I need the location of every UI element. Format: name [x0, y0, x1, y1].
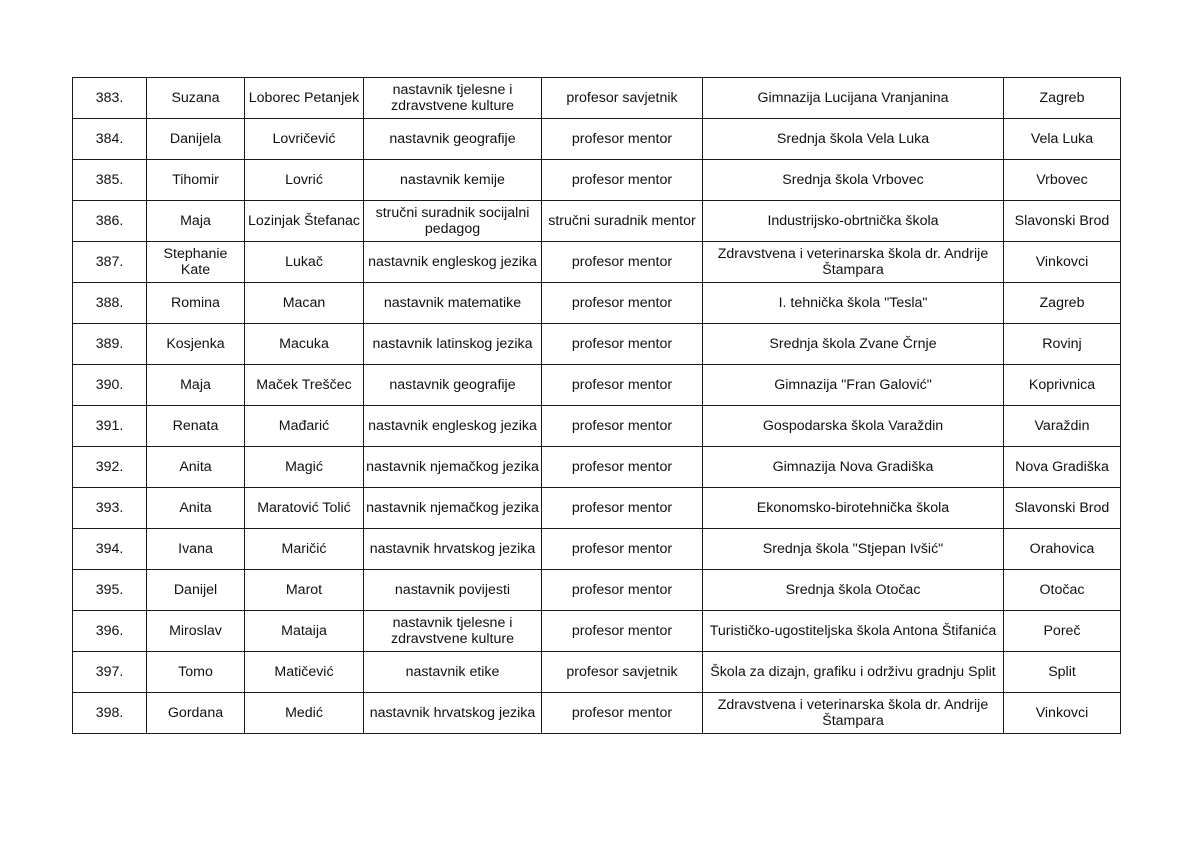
first-name-cell: Ivana [147, 529, 245, 570]
first-name-cell: Miroslav [147, 611, 245, 652]
title-cell: profesor mentor [542, 529, 703, 570]
title-cell: profesor mentor [542, 283, 703, 324]
position-cell: nastavnik geografije [364, 365, 542, 406]
school-cell: Škola za dizajn, grafiku i održivu gradnju Split [703, 652, 1004, 693]
title-cell: profesor mentor [542, 611, 703, 652]
first-name-cell: Gordana [147, 693, 245, 734]
title-cell: profesor mentor [542, 406, 703, 447]
school-cell: Turističko-ugostiteljska škola Antona Štifanića [703, 611, 1004, 652]
table-row [73, 242, 1121, 283]
last-name-cell: Mađarić [245, 406, 364, 447]
position-cell: nastavnik kemije [364, 160, 542, 201]
last-name-cell: Lukač [245, 242, 364, 283]
first-name-cell: Maja [147, 365, 245, 406]
school-cell: Gospodarska škola Varaždin [703, 406, 1004, 447]
title-cell: stručni suradnik mentor [542, 201, 703, 242]
row-number: 389. [73, 324, 147, 365]
school-cell: Srednja škola Otočac [703, 570, 1004, 611]
first-name-cell: Anita [147, 488, 245, 529]
row-number: 388. [73, 283, 147, 324]
row-number: 398. [73, 693, 147, 734]
school-cell: Srednja škola Zvane Črnje [703, 324, 1004, 365]
city-cell: Vinkovci [1004, 242, 1121, 283]
mentor-table [72, 77, 1121, 734]
position-cell: nastavnik povijesti [364, 570, 542, 611]
title-cell: profesor savjetnik [542, 652, 703, 693]
last-name-cell: Macan [245, 283, 364, 324]
school-cell: Srednja škola Vela Luka [703, 119, 1004, 160]
title-cell: profesor mentor [542, 119, 703, 160]
row-number: 396. [73, 611, 147, 652]
table-row [73, 406, 1121, 447]
title-cell: profesor mentor [542, 242, 703, 283]
position-cell: nastavnik geografije [364, 119, 542, 160]
table-row [73, 611, 1121, 652]
table-row [73, 652, 1121, 693]
last-name-cell: Maček Treščec [245, 365, 364, 406]
last-name-cell: Marot [245, 570, 364, 611]
first-name-cell: Romina [147, 283, 245, 324]
row-number: 393. [73, 488, 147, 529]
last-name-cell: Magić [245, 447, 364, 488]
school-cell: Gimnazija "Fran Galović" [703, 365, 1004, 406]
row-number: 392. [73, 447, 147, 488]
school-cell: Gimnazija Lucijana Vranjanina [703, 78, 1004, 119]
title-cell: profesor mentor [542, 160, 703, 201]
row-number: 384. [73, 119, 147, 160]
position-cell: nastavnik engleskog jezika [364, 406, 542, 447]
row-number: 385. [73, 160, 147, 201]
last-name-cell: Lozinjak Štefanac [245, 201, 364, 242]
last-name-cell: Maratović Tolić [245, 488, 364, 529]
first-name-cell: Maja [147, 201, 245, 242]
row-number: 394. [73, 529, 147, 570]
city-cell: Rovinj [1004, 324, 1121, 365]
position-cell: nastavnik tjelesne i zdravstvene kulture [364, 78, 542, 119]
last-name-cell: Medić [245, 693, 364, 734]
title-cell: profesor mentor [542, 488, 703, 529]
city-cell: Poreč [1004, 611, 1121, 652]
position-cell: nastavnik latinskog jezika [364, 324, 542, 365]
last-name-cell: Macuka [245, 324, 364, 365]
city-cell: Orahovica [1004, 529, 1121, 570]
table-row [73, 324, 1121, 365]
last-name-cell: Loborec Petanjek [245, 78, 364, 119]
row-number: 387. [73, 242, 147, 283]
position-cell: nastavnik hrvatskog jezika [364, 529, 542, 570]
row-number: 391. [73, 406, 147, 447]
position-cell: nastavnik njemačkog jezika [364, 488, 542, 529]
table-row [73, 488, 1121, 529]
first-name-cell: Stephanie Kate [147, 242, 245, 283]
table-row [73, 693, 1121, 734]
row-number: 390. [73, 365, 147, 406]
first-name-cell: Tomo [147, 652, 245, 693]
school-cell: Industrijsko-obrtnička škola [703, 201, 1004, 242]
position-cell: stručni suradnik socijalni pedagog [364, 201, 542, 242]
table-row [73, 160, 1121, 201]
table-row [73, 447, 1121, 488]
table-row [73, 570, 1121, 611]
row-number: 386. [73, 201, 147, 242]
first-name-cell: Anita [147, 447, 245, 488]
first-name-cell: Tihomir [147, 160, 245, 201]
table-row [73, 283, 1121, 324]
position-cell: nastavnik matematike [364, 283, 542, 324]
title-cell: profesor mentor [542, 693, 703, 734]
city-cell: Vinkovci [1004, 693, 1121, 734]
title-cell: profesor mentor [542, 447, 703, 488]
city-cell: Split [1004, 652, 1121, 693]
last-name-cell: Lovrić [245, 160, 364, 201]
last-name-cell: Mataija [245, 611, 364, 652]
row-number: 397. [73, 652, 147, 693]
position-cell: nastavnik njemačkog jezika [364, 447, 542, 488]
title-cell: profesor savjetnik [542, 78, 703, 119]
last-name-cell: Maričić [245, 529, 364, 570]
city-cell: Nova Gradiška [1004, 447, 1121, 488]
table-row [73, 78, 1121, 119]
city-cell: Varaždin [1004, 406, 1121, 447]
school-cell: Srednja škola "Stjepan Ivšić" [703, 529, 1004, 570]
city-cell: Zagreb [1004, 283, 1121, 324]
city-cell: Slavonski Brod [1004, 488, 1121, 529]
table-row [73, 201, 1121, 242]
first-name-cell: Suzana [147, 78, 245, 119]
city-cell: Vrbovec [1004, 160, 1121, 201]
city-cell: Zagreb [1004, 78, 1121, 119]
position-cell: nastavnik tjelesne i zdravstvene kulture [364, 611, 542, 652]
school-cell: Srednja škola Vrbovec [703, 160, 1004, 201]
title-cell: profesor mentor [542, 324, 703, 365]
city-cell: Slavonski Brod [1004, 201, 1121, 242]
school-cell: Gimnazija Nova Gradiška [703, 447, 1004, 488]
position-cell: nastavnik engleskog jezika [364, 242, 542, 283]
position-cell: nastavnik hrvatskog jezika [364, 693, 542, 734]
first-name-cell: Kosjenka [147, 324, 245, 365]
row-number: 395. [73, 570, 147, 611]
city-cell: Otočac [1004, 570, 1121, 611]
table-body [73, 78, 1121, 734]
position-cell: nastavnik etike [364, 652, 542, 693]
title-cell: profesor mentor [542, 365, 703, 406]
first-name-cell: Danijel [147, 570, 245, 611]
row-number: 383. [73, 78, 147, 119]
school-cell: Zdravstvena i veterinarska škola dr. Andrije Štampara [703, 693, 1004, 734]
table-row [73, 529, 1121, 570]
school-cell: I. tehnička škola "Tesla" [703, 283, 1004, 324]
last-name-cell: Lovričević [245, 119, 364, 160]
title-cell: profesor mentor [542, 570, 703, 611]
first-name-cell: Danijela [147, 119, 245, 160]
last-name-cell: Matičević [245, 652, 364, 693]
table-row [73, 119, 1121, 160]
school-cell: Zdravstvena i veterinarska škola dr. Andrije Štampara [703, 242, 1004, 283]
table-row [73, 365, 1121, 406]
city-cell: Koprivnica [1004, 365, 1121, 406]
school-cell: Ekonomsko-birotehnička škola [703, 488, 1004, 529]
first-name-cell: Renata [147, 406, 245, 447]
city-cell: Vela Luka [1004, 119, 1121, 160]
